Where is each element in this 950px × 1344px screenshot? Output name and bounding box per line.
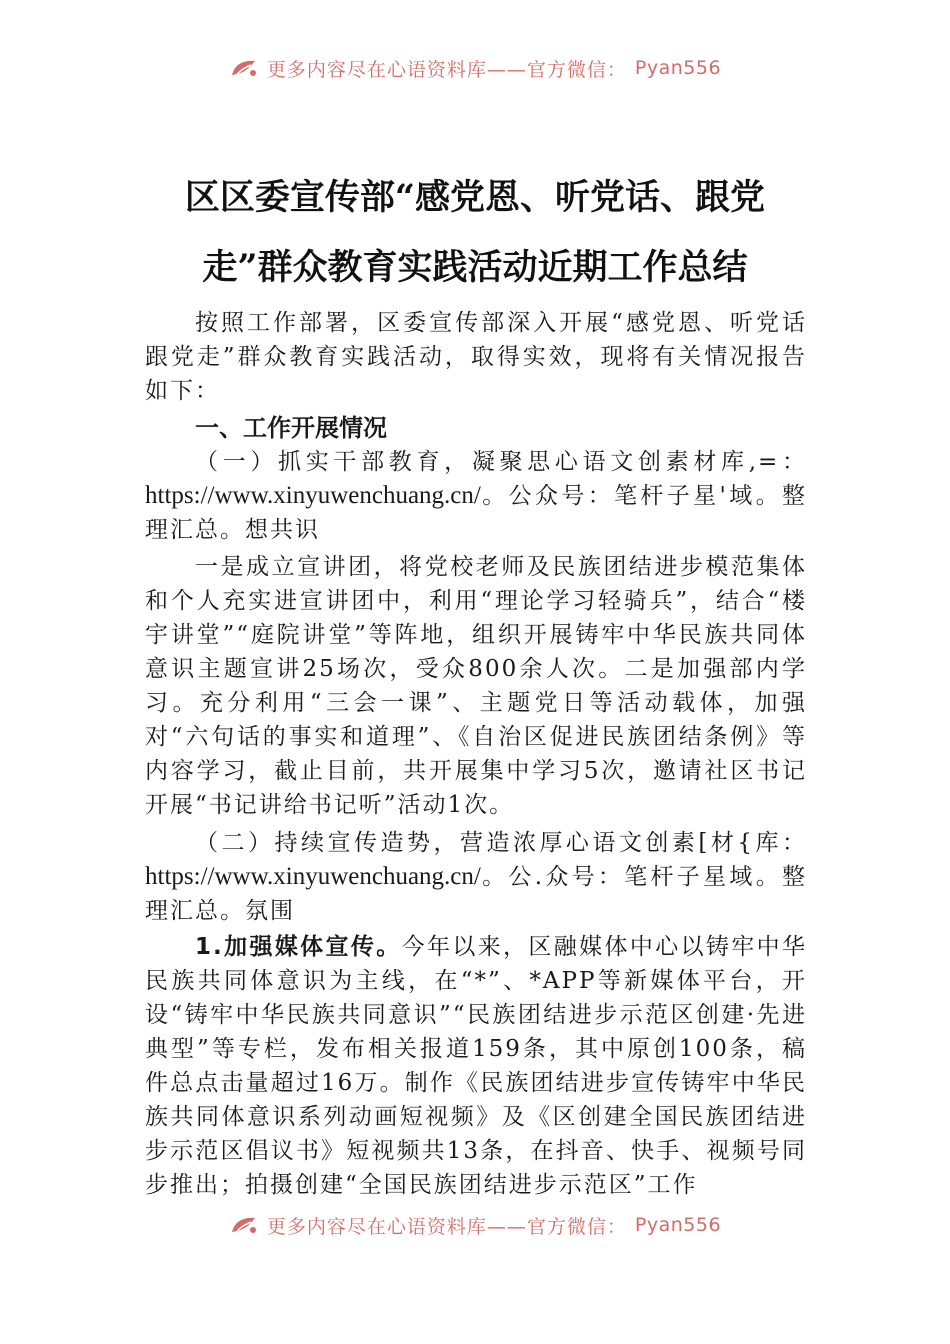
section-heading: 一、工作开展情况 xyxy=(195,414,387,442)
watermark-handle: Pyan556 xyxy=(634,57,722,79)
subsection-1-lead: （一）抓实干部教育，凝聚思心语文创素材库,=： xyxy=(195,449,807,475)
watermark-banner-bottom xyxy=(0,1205,950,1245)
intro-paragraph: 按照工作部署，区委宣传部深入开展“感党恩、听党话跟党走”群众教育实践活动，取得实效，现将有关情况报告如下： xyxy=(145,310,807,404)
body-paragraph-2 xyxy=(145,930,807,1202)
subsection-2-url: https://www.xinyuwenchuang.cn/ xyxy=(145,863,481,890)
body-paragraph-1: 一是成立宣讲团，将党校老师及民族团结进步模范集体和个人充实进宣讲团中，利用“理论学习轻骑兵”，结合“楼宇讲堂”“庭院讲堂”等阵地，组织开展铸牢中华民族共同体意识主题宣讲25场次，受众800余人次。二是加强部内学习。充分利用“三会一课”、主题党日等活动载体，加强对“六句话的事实和道理”、《自治区促进民族团结条例》等内容学习，截止目前，共开展集中学习5次，邀请社区书记开展“书记讲给书记听”活动1次。 xyxy=(145,554,807,818)
subsection-1-tail: 。公众号：笔杆子星'域。整理汇总。想共识 xyxy=(145,483,807,543)
subsection-2 xyxy=(145,826,807,928)
subsection-1 xyxy=(145,445,807,547)
subsection-1-url: https://www.xinyuwenchuang.cn/ xyxy=(145,482,481,509)
watermark-text: 更多内容尽在心语资料库——官方微信： xyxy=(266,1215,627,1238)
red-leaf-logo-icon xyxy=(229,1214,259,1236)
item-1-body: 今年以来，区融媒体中心以铸牢中华民族共同体意识为主线，在“*”、*APP等新媒体平台，开设“铸牢中华民族共同意识”“民族团结进步示范区创建·先进典型”等专栏，发布相关报道159条，其中原创100条，稿件总点击量超过16万。制作《民族团结进步宣传铸牢中华民族共同体意识系列动画短视频》及《区创建全国民族团结进步示范区倡议书》短视频共13条，在抖音、快手、视频号同步推出；拍摄创建“全国民族团结进步示范区”工作 xyxy=(145,934,808,1198)
document-title-line2: 走”群众教育实践活动近期工作总结 xyxy=(202,247,748,288)
watermark-text: 更多内容尽在心语资料库——官方微信： xyxy=(266,58,627,81)
watermark-banner-top xyxy=(0,48,950,88)
subsection-2-tail: 。公.众号：笔杆子星域。整理汇总。氛围 xyxy=(145,864,807,924)
watermark-handle: Pyan556 xyxy=(634,1214,722,1236)
subsection-2-lead: （二）持续宣传造势，营造浓厚心语文创素[材{库： xyxy=(195,830,807,856)
document-title-line1: 区区委宣传部“感党恩、听党话、跟党 xyxy=(184,177,766,218)
red-leaf-logo-icon xyxy=(229,57,259,79)
item-1-lead: 1.加强媒体宣传。 xyxy=(195,934,402,960)
